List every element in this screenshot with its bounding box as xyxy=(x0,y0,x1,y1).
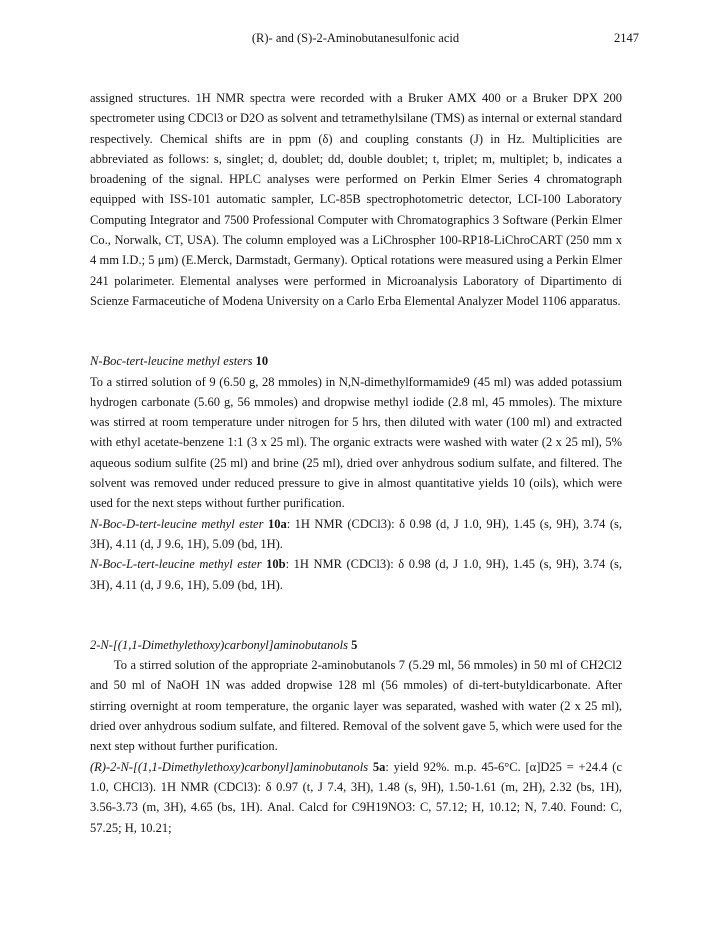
section-heading-aminobutanols xyxy=(90,635,622,655)
compound-data: 1H NMR (CDCl3): δ 0.98 (d, J 1.0, 9H), 1.45 (s, 9H), 3.74 (s, 3H), 4.11 (d, J 9.6, 1H), 5.09 (bd, 1H). xyxy=(90,516,622,551)
section-heading-esters xyxy=(90,351,622,371)
compound-name: N-Boc-D-tert-leucine methyl ester xyxy=(90,516,264,531)
compound-name: N-Boc-L-tert-leucine methyl ester xyxy=(90,557,262,572)
section-heading-text: N-Boc-tert-leucine methyl esters xyxy=(90,354,253,369)
compound-data: yield 92%. m.p. 45-6°C. [α]D25 = +24.4 (c 1.0, CHCl3). 1H NMR (CDCl3): δ 0.97 (t, J 7.4, 3H), 1.48 (s, 9H), 1.50-1.61 (m, 2H), 2.32 (bs, 1H), 3.56-3.73 (m, 3H), 4.65 (bs, 1H). Anal. Calcd for C9H19NO3: C, 57.12; H, 10.12; N, 7.40. Found: C, 57.25; H, 10.21; xyxy=(90,759,622,835)
procedure-paragraph: To a stirred solution of 9 (6.50 g, 28 mmoles) in N,N-dimethylformamide9 (45 ml) was added potassium hydrogen carbonate (5.60 g, 56 mmoles) and dropwise methyl iodide (2.8 ml, 45 mmoles). The mixture was stirred at room temperature under nitrogen for 5 hrs, then diluted with water (100 ml) and extracted with ethyl acetate-benzene 1:1 (3 x 25 ml). The organic extracts were washed with water (2 x 25 ml), 5% aqueous sodium sulfite (25 ml) and brine (25 ml), dried over anhydrous sodium sulfate, and filtered. The solvent was removed under reduced pressure to give in almost quantitative yields 10 (oils), which were used for the next steps without further purification. xyxy=(90,374,622,511)
page-header xyxy=(0,31,711,49)
procedure-paragraph: To a stirred solution of the appropriate 2-aminobutanols 7 (5.29 ml, 56 mmoles) in 50 ml of CH2Cl2 and 50 ml of NaOH 1N was added dropwise 128 ml (56 mmoles) of di-tert-butyldicarbonate. After stirring overnight at room temperature, the organic layer was separated, washed with water (2 x 25 ml), dried over anhydrous sodium sulfate, and filtered. Removal of the solvent gave 5, which were used for the next step without further purification. xyxy=(90,658,622,754)
page-body xyxy=(90,88,622,838)
compound-name: (R)-2-N-[(1,1-Dimethylethoxy)carbonyl]aminobutanols xyxy=(90,759,369,774)
compound-label: 5a xyxy=(372,759,386,774)
intro-paragraph: assigned structures. 1H NMR spectra were recorded with a Bruker AMX 400 or a Bruker DPX 200 spectrometer using CDCl3 or D2O as solvent and tetramethylsilane (TMS) as internal or external standard respectively. Chemical shifts are in ppm (δ) and coupling constants (J) in Hz. Multiplicities are abbreviated as follows: s, singlet; d, doublet; dd, double doublet; t, triplet; m, multiplet; b, indicates a broadening of the signal. HPLC analyses were performed on Perkin Elmer Series 4 chromatograph equipped with ISS-101 automatic sampler, LC-85B spectrophotometric detector, LCI-100 Laboratory Computing Integrator and 7500 Professional Computer with Chromatographics 3 Software (Perkin Elmer Co., Norwalk, CT, USA). The column employed was a LiChrospher 100-RP18-LiChroCART (250 mm x 4 mm I.D.; 5 μm) (E.Merck, Darmstadt, Germany). Optical rotations were measured using a Perkin Elmer 241 polarimeter. Elemental analyses were performed in Microanalysis Laboratory of Dipartimento di Scienze Farmaceutiche of Modena University on a Carlo Erba Elemental Analyzer Model 1106 apparatus. xyxy=(90,91,622,308)
compound-entry-10b: N-Boc-L-tert-leucine methyl ester 10b: 1H NMR (CDCl3): δ 0.98 (d, J 1.0, 9H), 1.45 (s, 9H), 3.74 (s, 3H), 4.11 (d, J 9.6, 1H), 5.09 (bd, 1H). xyxy=(90,557,622,592)
section-heading-number: 5 xyxy=(351,637,358,652)
section-heading-number: 10 xyxy=(255,354,269,369)
compound-label: 10b xyxy=(266,557,286,572)
compound-label: 10a xyxy=(267,516,287,531)
compound-data: 1H NMR (CDCl3): δ 0.98 (d, J 1.0, 9H), 1.45 (s, 9H), 3.74 (s, 3H), 4.11 (d, J 9.6, 1H), 5.09 (bd, 1H). xyxy=(90,557,622,592)
page-number: 2147 xyxy=(614,31,639,45)
running-title: (R)- and (S)-2-Aminobutanesulfonic acid xyxy=(251,31,460,45)
compound-entry-5a: (R)-2-N-[(1,1-Dimethylethoxy)carbonyl]aminobutanols 5a: yield 92%. m.p. 45-6°C. [α]D25 = +24.4 (c 1.0, CHCl3). 1H NMR (CDCl3): δ 0.97 (t, J 7.4, 3H), 1.48 (s, 9H), 1.50-1.61 (m, 2H), 2.32 (bs, 1H), 3.56-3.73 (m, 3H), 4.65 (bs, 1H). Anal. Calcd for C9H19NO3: C, 57.12; H, 10.12; N, 7.40. Found: C, 57.25; H, 10.21; xyxy=(90,759,622,835)
section-heading-text: 2-N-[(1,1-Dimethylethoxy)carbonyl]aminobutanols xyxy=(90,637,348,652)
compound-entry-10a: N-Boc-D-tert-leucine methyl ester 10a: 1H NMR (CDCl3): δ 0.98 (d, J 1.0, 9H), 1.45 (s, 9H), 3.74 (s, 3H), 4.11 (d, J 9.6, 1H), 5.09 (bd, 1H). xyxy=(90,516,622,551)
